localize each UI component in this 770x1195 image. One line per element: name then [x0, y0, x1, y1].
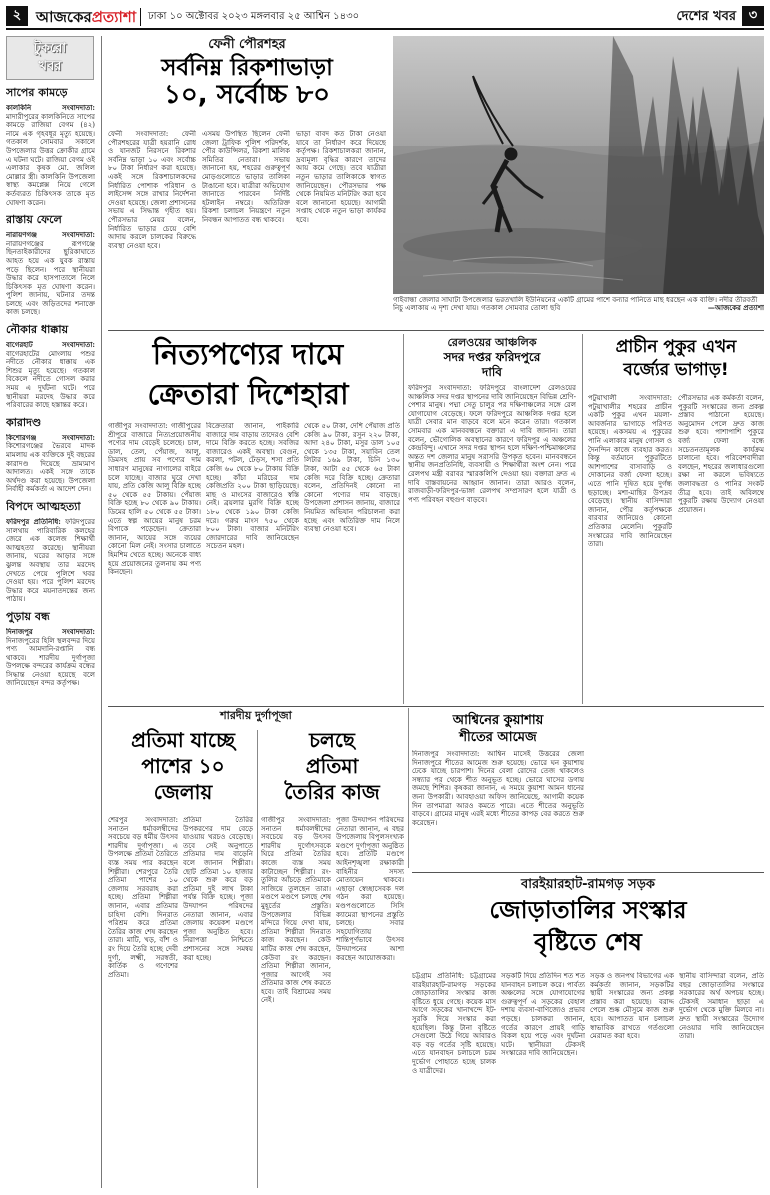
dateline: ঢাকা ১০ অক্টোবর ২০২৩ মঙ্গলবার ২৫ আশ্বিন ১৪৩০: [148, 11, 360, 22]
brief-body: [6, 341, 95, 410]
brief-title: রাস্তায় ফেলে: [6, 213, 62, 227]
brief-item: [6, 414, 95, 494]
statue-left-headline-1: প্রতিমা যাচ্ছে: [131, 728, 235, 752]
fog-story: [412, 712, 584, 870]
railway-story: [408, 336, 576, 706]
statue-left-headline-3: জেলায়: [153, 780, 213, 804]
railway-headline-2: দাবি: [482, 365, 502, 379]
statue-left-headline-2: পাশের ১০: [141, 754, 225, 778]
brief-byline: ফরিদপুর প্রতিনিধি:: [6, 517, 61, 526]
feni-story: [108, 36, 386, 329]
brief-byline: দিনাজপুর সংবাদদাতা:: [6, 627, 95, 636]
prices-col1: গাজীপুর সংবাদদাতা: গাজীপুরের শ্রীপুরে বাজারে নিত্যপ্রয়োজনীয় পণ্যের দাম বেড়েই চলেছে। চাল, ডাল, তেল, পেঁয়াজ, আলু, ডিমসহ প্রায় সব পণ্যের দাম সাধারণ মানুষের নাগালের বাইরে চলে যাচ্ছে। বাজার ঘুরে দেখা যায়, প্রতি কেজি আলু বিক্রি হচ্ছে ৫০ থেকে ৫৫ টাকায়। পেঁয়াজ বিক্রি হচ্ছে ৮০ থেকে ৯০ টাকায়। ডিমের হালি ৫০ থেকে ৫৫ টাকা। এতে স্বল্প আয়ের মানুষ চরম বিপাকে পড়েছেন। ক্রেতারা জানান, আয়ের সঙ্গে ব্যয়ের কোনো মিল নেই। সংসার চালাতে হিমশিম খেতে হচ্ছে। অনেকে বাধ্য হয়ে প্রয়োজনের তুলনায় কম পণ্য কিনছেন।: [108, 422, 201, 577]
sidebar-briefs: [6, 84, 101, 688]
brief-body: [6, 231, 95, 317]
feni-col1: ফেনী সংবাদদাতা: ফেনী পৌরশহরের যাত্রী হয়রানি রোধ ও যানজট নিরসনে রিকশার সর্বনিম্ন ভাড়া ১০ এবং সর্বোচ্চ ৮০ টাকা নির্ধারণ করা হয়েছে। একই সঙ্গে রিকশাচালকদের নির্ধারিত পোশাক পরিধান ও লাইসেন্স সঙ্গে রাখার নির্দেশনা দেওয়া হয়েছে। জেলা প্রশাসনের সভায় এ সিদ্ধান্ত গৃহীত হয়। পৌরসভার মেয়র বলেন, নির্ধারিত ভাড়ার চেয়ে বেশি আদায় করলে চালকের বিরুদ্ধে ব্যবস্থা নেওয়া হবে।: [108, 130, 196, 250]
statue-right-headline-2: প্রতিমা: [305, 754, 359, 778]
photo-credit: —আজকের প্রত্যাশা: [707, 303, 764, 313]
feni-headline-1: সর্বনিম্ন রিকশাভাড়া: [161, 55, 333, 81]
statue-story: [108, 708, 404, 1192]
statue-col1: শেরপুর সংবাদদাতা: সনাতন ধর্মাবলম্বীদের সবচেয়ে বড় ধর্মীয় উৎসব শারদীয় দুর্গাপূজা। এ উপলক্ষে প্রতিমা তৈরিতে ব্যস্ত সময় পার করছেন শিল্পীরা। শেরপুরে তৈরি প্রতিমা পাশের ১০ জেলায় সরবরাহ করা হচ্ছে। প্রতিমা শিল্পীরা জানান, এবার প্রতিমার চাহিদা বেশি। দিনরাত পরিশ্রম করে প্রতিমা তৈরির কাজ শেষ করছেন তারা। মাটি, খড়, বাঁশ ও রং দিয়ে তৈরি হচ্ছে দেবী দুর্গা, লক্ষ্মী, সরস্বতী, কার্তিক ও গণেশের প্রতিমা।: [108, 816, 178, 979]
prices-col2: বিক্রেতারা জানান, পাইকারি বাজারে দাম বাড়ায় তাদেরও বেশি দামে বিক্রি করতে হচ্ছে। সবজির বাজারেও একই অবস্থা। বেগুন, করলা, পটল, ঢেঁড়স, শসা প্রতি কেজি ৬০ থেকে ৮০ টাকায় বিক্রি হচ্ছে। কাঁচা মরিচের দাম কেজিপ্রতি ২০০ টাকা ছাড়িয়েছে। মাছ ও মাংসের বাজারেও স্বস্তি নেই। ব্রয়লার মুরগি বিক্রি হচ্ছে ১৮০ থেকে ১৯০ টাকা কেজি দরে। গরুর মাংস ৭৫০ থেকে ৮০০ টাকা। বাজার মনিটরিং জোরদারের দাবি জানিয়েছেন সচেতন মহল।: [206, 422, 299, 551]
brief-item: [6, 84, 95, 207]
page-number: ২: [6, 6, 28, 26]
feni-kicker: ফেনী পৌরশহর: [208, 37, 286, 52]
brief-text: দিনাজপুরের হিলি স্থলবন্দর দিয়ে পণ্য আমদানি-রপ্তানি বন্ধ থাকবে। শারদীয় দুর্গাপূজা উপলক্ষে বন্দরের কার্যক্রম বন্ধের সিদ্ধান্ত নেওয়া হয়েছে বলে জানিয়েছেন বন্দর কর্তৃপক্ষ।: [6, 636, 95, 688]
road-headline-1: জোড়াতালির সংস্কার: [489, 896, 687, 924]
brief-text: ফরিদপুরের সালথায় পারিবারিক কলহের জেরে এক কলেজ শিক্ষার্থী আত্মহত্যা করেছে। স্থানীয়রা জানায়, ঘরের আড়ার সঙ্গে ঝুলন্ত অবস্থায় তার মরদেহ দেখতে পেয়ে পুলিশে খবর দেওয়া হয়। পরে পুলিশ মরদেহ উদ্ধার করে ময়নাতদন্তের জন্য পাঠায়।: [6, 517, 95, 604]
pond-headline-2: বর্জ্যের ভাগাড়!: [623, 360, 729, 380]
fog-headline-1: আশ্বিনের কুয়াশায়: [452, 713, 544, 728]
road-story: [412, 876, 764, 1192]
masthead: [6, 4, 764, 30]
brief-item: [6, 211, 95, 317]
logo-divider: [140, 8, 141, 26]
brief-title: নৌকার ধাক্কায়: [6, 323, 69, 337]
brief-text: বাগেরহাটের মোংলায় পশুর নদীতে নৌকার ধাক্কায় এক শিশুর মৃত্যু হয়েছে। গতকাল বিকেলে নদীতে গোসল করার সময় এ দুর্ঘটনা ঘটে। পরে স্থানীয়রা মরদেহ উদ্ধার করে পরিবারের কাছে হস্তান্তর করে।: [6, 349, 95, 410]
brief-text: নারায়ণগঞ্জের রূপগঞ্জে ছিনতাইকারীদের ছুরিকাঘাতে আহত হয়ে এক যুবক রাস্তায় পড়ে ছিলেন। পরে স্থানীয়রা উদ্ধার করে হাসপাতালে নিলে চিকিৎসক মৃত ঘোষণা করেন। পুলিশ জানায়, ঘটনার তদন্ত চলছে এবং জড়িতদের শনাক্তে কাজ চলছে।: [6, 239, 95, 317]
brief-body: [6, 434, 95, 494]
railway-kicker: রেলওয়ের আঞ্চলিক: [447, 336, 537, 349]
brief-title: সাপের কামড়ে: [6, 86, 68, 99]
fog-headline-2: শীতের আমেজ: [459, 730, 537, 745]
feni-col3: ভাড়া বাবদ কত টাকা নেওয়া যাবে তা নির্ধারণ করে দিয়েছে কর্তৃপক্ষ। রিকশাচালকরা জানান, দ্রব্যমূল্য বৃদ্ধির কারণে তাদের আয় কমে গেছে। তবে যাত্রীরা নতুন ভাড়ার তালিকাকে স্বাগত জানিয়েছেন। পৌরসভার পক্ষ থেকে নিয়মিত মনিটরিং করা হবে বলে জানানো হয়েছে। আগামী সপ্তাহ থেকে নতুন ভাড়া কার্যকর হবে।: [296, 130, 386, 224]
road-col2: সড়কটি দিয়ে প্রতিদিন শত শত যানবাহন চলাচল করে। পার্বত্য অঞ্চলের সঙ্গে যোগাযোগের গুরুত্বপূর্ণ এ সড়কের বেহাল দশায় ব্যবসা-বাণিজ্যেও প্রভাব পড়ছে। চালকরা জানান, গর্তের কারণে প্রায়ই গাড়ি বিকল হয়ে পড়ে এবং দুর্ঘটনা ঘটে। স্থানীয়রা টেকসই সংস্কারের দাবি জানিয়েছেন।: [501, 972, 585, 1058]
feni-headline-2: ১০, সর্বোচ্চ ৮০: [163, 80, 331, 111]
rule-railway-pond: [582, 334, 583, 704]
brief-text: কিশোরগঞ্জের ভৈরবে মাদক মামলায় এক ব্যক্তিকে দুই বছরের কারাদণ্ড দিয়েছে ভ্রাম্যমাণ আদালত। একই সঙ্গে তাকে অর্থদণ্ড করা হয়েছে। উপজেলা নির্বাহী কর্মকর্তা এ আদেশ দেন।: [6, 442, 95, 494]
prices-headline-1: নিত্যপণ্যের দামে: [152, 337, 344, 371]
brief-title: বিপদে আত্মহত্যা: [6, 499, 81, 513]
brief-item: [6, 498, 95, 604]
railway-headline-1: সদর দপ্তর ফরিদপুরে: [443, 350, 541, 364]
news-photo: [393, 36, 764, 294]
pond-col1: পটুয়াখালী সংবাদদাতা: পটুয়াখালীর শহরের প্রাচীন একটি পুকুর এখন ময়লা-আবর্জনার ভাগাড়ে পরিণত হয়েছে। একসময় এ পুকুরের পানি এলাকার মানুষ গোসল ও দৈনন্দিন কাজে ব্যবহার করত। কিন্তু বর্তমানে পুকুরটিতে আশপাশের বাসাবাড়ি ও দোকানের বর্জ্য ফেলা হচ্ছে। এতে পানি দূষিত হয়ে দুর্গন্ধ ছড়াচ্ছে। মশা-মাছির উপদ্রব বেড়েছে। স্থানীয় বাসিন্দারা জানান, পৌর কর্তৃপক্ষকে বারবার জানিয়েও কোনো প্রতিকার মেলেনি। পুকুরটি সংস্কারের দাবি জানিয়েছেন তারা।: [588, 394, 672, 549]
brief-title: পুড়ায় বন্ধ: [6, 609, 50, 623]
rule-prices-rail: [403, 334, 404, 704]
brief-text: মাদারীপুরের কালকিনিতে সাপের কামড়ে রাজিয়া বেগম (৪২) নামে এক গৃহবধূর মৃত্যু হয়েছে। গতকাল সোমবার সকালে উপজেলার উত্তর ক্রোকীর গ্রামে এ ঘটনা ঘটে। রাজিয়া বেগম ওই এলাকার কৃষক মো. জলিল মোল্লার স্ত্রী। কালকিনি উপজেলা স্বাস্থ্য কমপ্লেক্স নিয়ে গেলে কর্তব্যরত চিকিৎসক তাকে মৃত ঘোষণা করেন।: [6, 112, 95, 207]
brief-byline: বাগেরহাট সংবাদদাতা:: [6, 341, 95, 350]
road-rule: [412, 872, 764, 873]
statue-col2: প্রতিমা তৈরির উপকরণের দাম বেড়ে যাওয়ায় খরচও বেড়েছে। তবে সেই অনুপাতে প্রতিমার দাম বাড়েনি বলে জানান শিল্পীরা। ছোট প্রতিমা ১০ হাজার থেকে শুরু করে বড় প্রতিমা দুই লাখ টাকা পর্যন্ত বিক্রি হচ্ছে। পূজা উদযাপন পরিষদের নেতারা জানান, এবার জেলায় কয়েকশ মণ্ডপে পূজা অনুষ্ঠিত হবে। নিরাপত্তা নিশ্চিতে প্রশাসনের সঙ্গে সমন্বয় করা হচ্ছে।: [183, 816, 253, 962]
brief-body: [6, 104, 95, 207]
feni-col2: এসময় উপস্থিত ছিলেন ফেনী জেলা ট্রাফিক পুলিশ পরিদর্শক, পৌর কাউন্সিলর, রিকশা মালিক সমিতির নেতারা। সভায় জানানো হয়, শহরের গুরুত্বপূর্ণ মোড়গুলোতে ভাড়ার তালিকা টাঙানো হবে। যাত্রীরা অভিযোগ জানাতে পারবেন নির্দিষ্ট হটলাইন নম্বরে। অতিরিক্ত রিকশা চলাচল নিয়ন্ত্রণে নতুন নিবন্ধন আপাতত বন্ধ থাকবে।: [202, 130, 290, 224]
statue-right-headline-1: চলছে: [309, 728, 355, 752]
pond-col2: পৌরসভার এক কর্মকর্তা বলেন, পুকুরটি সংস্কারের জন্য প্রকল্প প্রস্তাব পাঠানো হয়েছে। অনুমোদন পেলে দ্রুত কাজ শুরু হবে। পাশাপাশি পুকুরে বর্জ্য ফেলা বন্ধে সচেতনতামূলক কার্যক্রম চালানো হবে। পরিবেশবাদীরা বলছেন, শহরের জলাধারগুলো রক্ষা না করলে ভবিষ্যতে জলাবদ্ধতা ও পানির সংকট তীব্র হবে। তাই অবিলম্বে পুকুরটি রক্ষায় উদ্যোগ নেওয়া প্রয়োজন।: [678, 394, 764, 514]
brief-title: কারাদণ্ড: [6, 415, 42, 429]
road-col4: স্থানীয় বাসিন্দারা বলেন, প্রতি বছর জোড়াতালির সংস্কারে সরকারের অর্থ অপচয় হচ্ছে। টেকসই সমাধান ছাড়া এ দুর্ভোগ থেকে মুক্তি মিলবে না। দ্রুত স্থায়ী সংস্কারের উদ্যোগ নেওয়ার দাবি জানিয়েছেন তারা।: [679, 972, 764, 1041]
photo-caption-text: গাইবান্ধা জেলার সাঘাটা উপজেলার ভরতখালি ইউনিয়নের একটি গ্রামের পাশে বন্যার পানিতে মাছ ধরছেন এক ব্যক্তি। নদীর তীরবর্তী নিচু এলাকায় এ দৃশ্য দেখা যায়। গতকাল সোমবার তোলা ছবি: [393, 296, 758, 313]
photo-fisherman-flood: [393, 36, 764, 294]
statue-kicker: শারদীয় দুর্গাপূজা: [220, 709, 292, 722]
railway-body: ফরিদপুর সংবাদদাতা: ফরিদপুরে বাংলাদেশ রেলওয়ের আঞ্চলিক সদর দপ্তর স্থাপনের দাবি জানিয়েছেন বিভিন্ন শ্রেণি-পেশার মানুষ। পদ্মা সেতু চালুর পর দক্ষিণাঞ্চলের সঙ্গে রেল যোগাযোগ বেড়েছে। ফলে ফরিদপুরে আঞ্চলিক দপ্তর হলে যাত্রী সেবার মান বাড়বে বলে মনে করেন তারা। গতকাল সোমবার এক মানববন্ধনে বক্তারা এ দাবি জানান। তারা বলেন, ভৌগোলিক অবস্থানের কারণে ফরিদপুর এ অঞ্চলের কেন্দ্রবিন্দু। এখানে সদর দপ্তর স্থাপন হলে দক্ষিণ-পশ্চিমাঞ্চলের অন্তত দশ জেলার মানুষ সরাসরি উপকৃত হবেন। মানববন্ধনে স্থানীয় জনপ্রতিনিধি, ব্যবসায়ী ও শিক্ষার্থীরা অংশ নেন। পরে রেলপথ মন্ত্রী বরাবর স্মারকলিপি দেওয়া হয়। বক্তারা দ্রুত এ দাবি বাস্তবায়নের আহ্বান জানান। তারা আরও বলেন, রাজবাড়ী-ফরিদপুর-ভাঙ্গা রেলপথ সম্প্রসারণ হলে যাত্রী ও পণ্য পরিবহন বহুগুণ বাড়বে।: [408, 384, 576, 504]
rule-statue-fog: [408, 708, 409, 868]
road-col3: সড়ক ও জনপথ বিভাগের এক কর্মকর্তা জানান, সড়কটির স্থায়ী সংস্কারের জন্য প্রকল্প প্রস্তাব করা হয়েছে। বরাদ্দ পেলে শুষ্ক মৌসুমে কাজ শুরু হবে। আপাতত যান চলাচল স্বাভাবিক রাখতে গর্তগুলো মেরামত করা হবে।: [590, 972, 674, 1041]
prices-col3: থেকে ৫০ টাকা, দেশি পেঁয়াজ প্রতি কেজি ৯০ টাকা, রসুন ২২০ টাকা, আদা ২৪০ টাকা, মসুর ডাল ১০৫ থেকে ১৩৫ টাকা, সয়াবিন তেল লিটার ১৬৯ টাকা, চিনি ১৩০ টাকা, আটা ৫৫ থেকে ৬৫ টাকা কেজি দরে বিক্রি হচ্ছে। ক্রেতারা বলেন, প্রতিদিনই কোনো না কোনো পণ্যের দাম বাড়ছে। উপজেলা প্রশাসন জানায়, বাজারে নিয়মিত অভিযান পরিচালনা করা হচ্ছে এবং অতিরিক্ত দাম নিলে ব্যবস্থা নেওয়া হবে।: [304, 422, 400, 534]
pond-headline-1: প্রাচীন পুকুর এখন: [615, 337, 737, 357]
sidebar-title-line2: খবর: [38, 59, 62, 74]
prices-headline-2: ক্রেতারা দিশেহারা: [147, 377, 349, 411]
top-band-rule: [108, 330, 764, 331]
road-col1: চট্টগ্রাম প্রতিনিধি: চট্টগ্রামের বারইয়ারহাট-রামগড় সড়কের জোড়াতালির সংস্কার কাজ বৃষ্টিতে ধুয়ে গেছে। কয়েক মাস আগে সড়কের খানাখন্দে ইট-সুরকি দিয়ে সংস্কার করা হয়েছিল। কিন্তু টানা বৃষ্টিতে সেগুলো উঠে গিয়ে আবারও বড় বড় গর্তের সৃষ্টি হয়েছে। এতে যানবাহন চলাচলে চরম দুর্ভোগ পোহাতে হচ্ছে চালক ও যাত্রীদের।: [412, 972, 496, 1075]
statue-col3: গাজীপুর সংবাদদাতা: সনাতন ধর্মাবলম্বীদের সবচেয়ে বড় উৎসব শারদীয় দুর্গোৎসবকে ঘিরে প্রতিমা তৈরির কাজে ব্যস্ত সময় কাটাচ্ছেন শিল্পীরা। রং-তুলির আঁচড়ে প্রতিমাকে সাজিয়ে তুলছেন তারা। মণ্ডপে মণ্ডপে চলছে শেষ মুহূর্তের প্রস্তুতি। উপজেলার বিভিন্ন মন্দিরে গিয়ে দেখা যায়, প্রতিমা শিল্পীরা দিনরাত কাজ করছেন। কেউ মাটির কাজ শেষ করছেন, কেউবা রং করছেন। প্রতিমা শিল্পীরা জানান, পূজার আগেই সব প্রতিমার কাজ শেষ করতে হবে। তাই বিশ্রামের সময় নেই।: [261, 816, 331, 1005]
brief-item: [6, 608, 95, 688]
fog-body: দিনাজপুর সংবাদদাতা: আশ্বিন মাসেই উত্তরের জেলা দিনাজপুরে শীতের আমেজ শুরু হয়েছে। ভোরে ঘন কুয়াশায় ঢেকে যাচ্ছে চারপাশ। দিনের বেলা রোদের তেজ থাকলেও সন্ধ্যার পর থেকে শীত অনুভূত হচ্ছে। ভোরে ঘাসের ডগায় জমছে শিশির। কৃষকরা জানান, এ সময়ে কুয়াশা আমন ধানের জন্য উপকারী। আবহাওয়া অফিস জানিয়েছে, আগামী কয়েক দিন তাপমাত্রা আরও কমতে পারে। এতে শীতের অনুভূতি বাড়বে। গ্রামের মানুষ এরই মধ্যে শীতের কাপড় বের করতে শুরু করেছেন।: [412, 750, 584, 827]
statue-col4: পূজা উদযাপন পরিষদের নেতারা জানান, এ বছর উপজেলায় বিপুলসংখ্যক মণ্ডপে দুর্গাপূজা অনুষ্ঠিত হবে। প্রতিটি মণ্ডপে আইনশৃঙ্খলা রক্ষাকারী বাহিনীর সদস্য মোতায়েন থাকবে। এছাড়া স্বেচ্ছাসেবক দল গঠন করা হয়েছে। মণ্ডপগুলোতে সিসি ক্যামেরা স্থাপনের প্রস্তুতি চলছে। সবার সহযোগিতায় শান্তিপূর্ণভাবে উৎসব উদযাপনের আশা করছেন আয়োজকরা।: [336, 816, 404, 962]
brief-body: [6, 518, 95, 604]
road-headline-2: বৃষ্টিতে শেষ: [534, 928, 642, 956]
brief-byline: কিশোরগঞ্জ সংবাদদাতা:: [6, 433, 95, 442]
sidebar-title-line1: টুকরো: [33, 41, 67, 56]
photo-caption: [393, 296, 764, 322]
brief-byline: কালকিনি সংবাদদাতা:: [6, 104, 95, 112]
section-number: ৩: [742, 6, 764, 26]
pond-story: [588, 336, 764, 706]
brief-item: [6, 321, 95, 410]
statue-divider: [257, 730, 258, 1188]
mid-band-rule: [108, 706, 764, 707]
section-title: দেশের খবর: [676, 9, 736, 24]
logo-brand: প্রত্যাশা: [91, 8, 137, 26]
road-kicker: বারইয়ারহাট-রামগড় সড়ক: [520, 877, 655, 892]
logo-prefix: আজকের: [36, 8, 92, 26]
logo: [36, 6, 136, 28]
sidebar: [6, 36, 102, 1188]
brief-body: [6, 628, 95, 688]
statue-right-headline-3: তৈরির কাজ: [284, 780, 380, 804]
sidebar-header: [6, 36, 94, 80]
brief-byline: নারায়ণগঞ্জ সংবাদদাতা:: [6, 231, 95, 240]
